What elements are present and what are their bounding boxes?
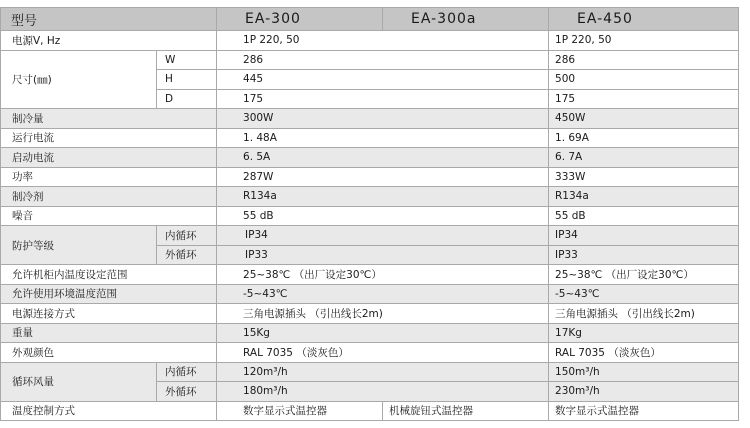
- cell-ea-300: 15Kg: [217, 323, 549, 343]
- row-label: 外观颜色: [1, 343, 217, 363]
- cell-ea-450: RAL 7035 （淡灰色）: [549, 343, 739, 363]
- row-env-temp: [1, 284, 739, 304]
- row-label: 制冷剂: [1, 187, 217, 207]
- cell-ea-450: 6. 7A: [549, 148, 739, 168]
- cell-ea-300a: 机械旋钮式温控器: [383, 401, 549, 421]
- cell-ea-450: 1P 220, 50: [549, 31, 739, 51]
- model-ea-450: EA-450: [549, 8, 739, 31]
- cell-ea-450: 150m³/h: [549, 362, 739, 382]
- cell-ea-450: 17Kg: [549, 323, 739, 343]
- row-power: [1, 31, 739, 51]
- sub-label: D: [157, 89, 217, 109]
- sub-label: W: [157, 50, 217, 70]
- cell-ea-300: 6. 5A: [217, 148, 549, 168]
- cell-ea-450: 25~38℃ （出厂设定30℃）: [549, 265, 739, 285]
- row-label: 功率: [1, 167, 217, 187]
- cell-ea-300: 25~38℃ （出厂设定30℃）: [217, 265, 549, 285]
- cell-ea-300: 180m³/h: [217, 382, 549, 402]
- cell-ea-300: 300W: [217, 109, 549, 129]
- cell-ea-300: IP33: [217, 245, 549, 265]
- cell-ea-300: 120m³/h: [217, 362, 549, 382]
- cell-ea-450: 230m³/h: [549, 382, 739, 402]
- cell-ea-450: -5~43℃: [549, 284, 739, 304]
- row-noise: [1, 206, 739, 226]
- row-label: 防护等级: [1, 226, 157, 265]
- cell-ea-300: 175: [217, 89, 549, 109]
- row-protection-inner: [1, 226, 739, 246]
- cell-ea-300: 1. 48A: [217, 128, 549, 148]
- cell-ea-300: 55 dB: [217, 206, 549, 226]
- cell-ea-300: RAL 7035 （淡灰色）: [217, 343, 549, 363]
- row-label: 电源V, Hz: [1, 31, 217, 51]
- row-refrigerant: [1, 187, 739, 207]
- model-ea-300a: EA-300a: [383, 8, 549, 31]
- sub-label: 外循环: [157, 245, 217, 265]
- cell-ea-300: 1P 220, 50: [217, 31, 549, 51]
- cell-ea-300: -5~43℃: [217, 284, 549, 304]
- row-airflow-inner: [1, 362, 739, 382]
- row-wattage: [1, 167, 739, 187]
- sub-label: 内循环: [157, 226, 217, 246]
- sub-label: 内循环: [157, 362, 217, 382]
- row-control: [1, 401, 739, 421]
- cell-ea-450: R134a: [549, 187, 739, 207]
- row-label: 尺寸(㎜): [1, 50, 157, 109]
- model-ea-300: EA-300: [217, 8, 383, 31]
- cell-ea-450: IP34: [549, 226, 739, 246]
- cell-ea-300: IP34: [217, 226, 549, 246]
- row-label: 循环风量: [1, 362, 157, 401]
- spec-table: [0, 7, 739, 421]
- row-current: [1, 128, 739, 148]
- cell-ea-450: IP33: [549, 245, 739, 265]
- row-label: 允许机柜内温度设定范围: [1, 265, 217, 285]
- row-label: 重量: [1, 323, 217, 343]
- model-header-label: 型号: [1, 8, 217, 31]
- row-label: 运行电流: [1, 128, 217, 148]
- cell-ea-450: 三角电源插头 （引出线长2m): [549, 304, 739, 324]
- cell-ea-300: 287W: [217, 167, 549, 187]
- cell-ea-300: 数字显示式温控器: [217, 401, 383, 421]
- row-size-w: [1, 50, 739, 70]
- cell-ea-300: 三角电源插头 （引出线长2m): [217, 304, 549, 324]
- row-label: 电源连接方式: [1, 304, 217, 324]
- cell-ea-450: 175: [549, 89, 739, 109]
- row-cooling: [1, 109, 739, 129]
- header-row: [1, 8, 739, 31]
- cell-ea-300: 286: [217, 50, 549, 70]
- row-connection: [1, 304, 739, 324]
- cell-ea-450: 1. 69A: [549, 128, 739, 148]
- cell-ea-450: 500: [549, 70, 739, 90]
- row-start-current: [1, 148, 739, 168]
- row-label: 允许使用环境温度范围: [1, 284, 217, 304]
- cell-ea-450: 333W: [549, 167, 739, 187]
- row-label: 噪音: [1, 206, 217, 226]
- row-weight: [1, 323, 739, 343]
- row-label: 启动电流: [1, 148, 217, 168]
- row-cabinet-temp: [1, 265, 739, 285]
- sub-label: 外循环: [157, 382, 217, 402]
- cell-ea-450: 数字显示式温控器: [549, 401, 739, 421]
- cell-ea-300: R134a: [217, 187, 549, 207]
- cell-ea-450: 286: [549, 50, 739, 70]
- row-label: 制冷量: [1, 109, 217, 129]
- cell-ea-450: 55 dB: [549, 206, 739, 226]
- sub-label: H: [157, 70, 217, 90]
- row-label: 温度控制方式: [1, 401, 217, 421]
- cell-ea-450: 450W: [549, 109, 739, 129]
- row-color: [1, 343, 739, 363]
- cell-ea-300: 445: [217, 70, 549, 90]
